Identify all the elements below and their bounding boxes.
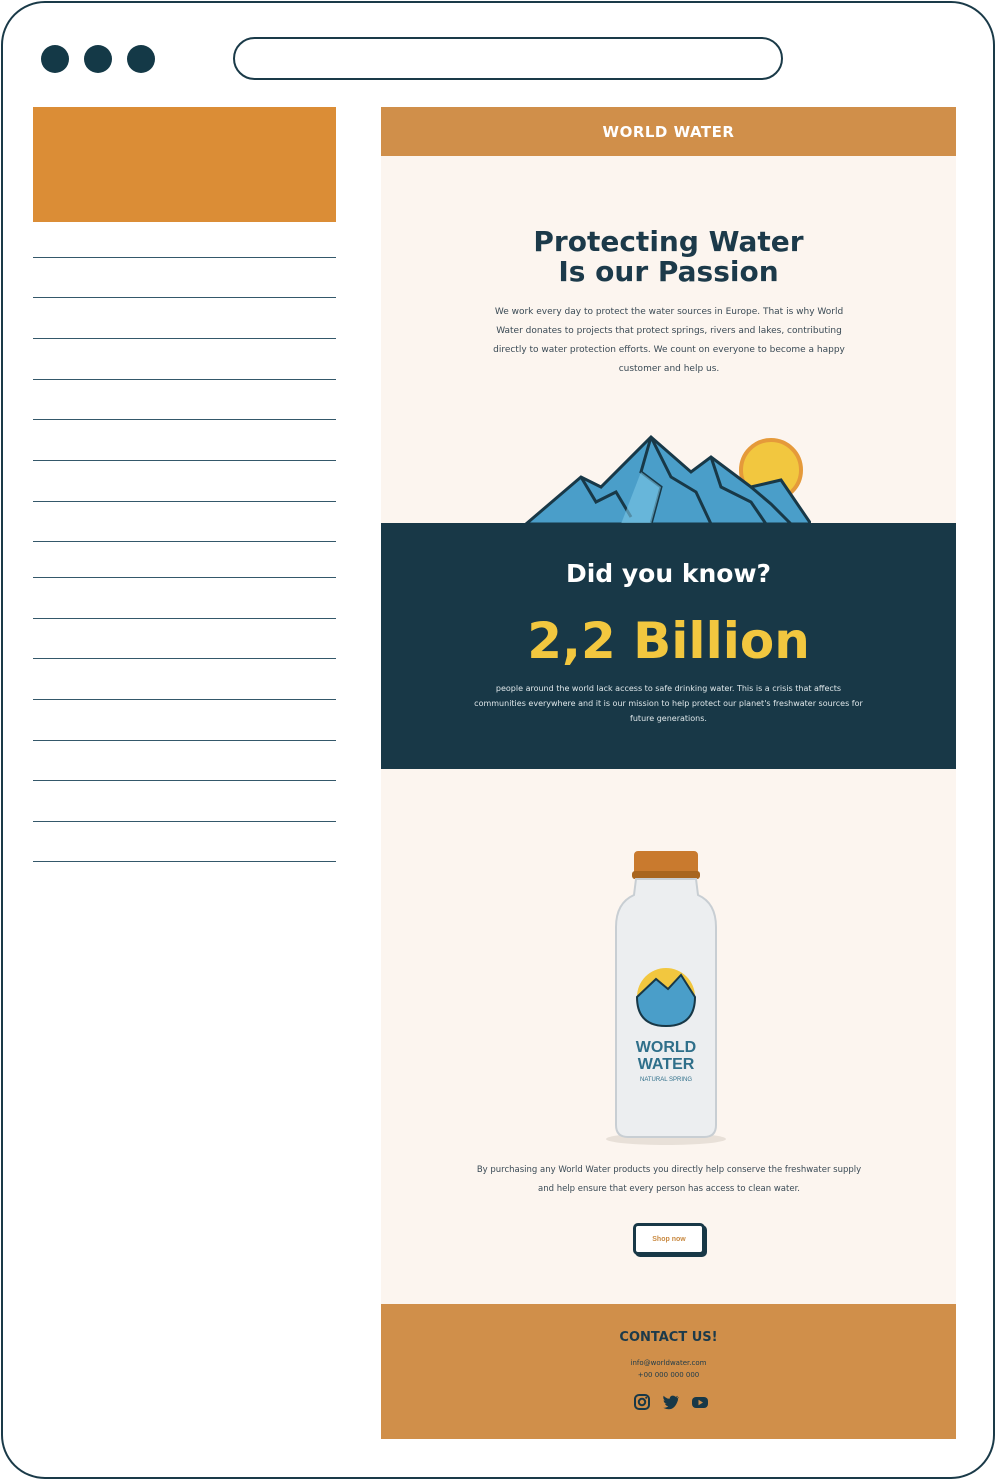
sidebar-item[interactable]: [33, 379, 336, 380]
shop-now-button[interactable]: Shop now: [633, 1223, 705, 1255]
contact-email[interactable]: info@worldwater.com: [630, 1359, 707, 1367]
address-bar[interactable]: [233, 37, 783, 80]
instagram-icon[interactable]: [632, 1392, 652, 1412]
bottle-description: By purchasing any World Water products you directly help conserve the freshwater supply and help ensure that every person has access to clean water.: [476, 1165, 862, 1194]
email-header-brand: WORLD WATER: [381, 107, 956, 156]
title-line-1: Protecting Water: [533, 225, 804, 258]
sidebar-item[interactable]: [33, 821, 336, 822]
sidebar-item[interactable]: [33, 541, 336, 542]
bottle-brand-line-1: WORLD: [635, 1039, 697, 1056]
twitter-icon[interactable]: [661, 1392, 681, 1412]
sidebar-item[interactable]: [33, 658, 336, 659]
dyk-text: people around the world lack access to safe drinking water. This is a crisis that affects communities everywhere and it is our mission to help protect our planet's freshwater sources for future generations.: [474, 684, 863, 723]
sidebar-item[interactable]: [33, 257, 336, 258]
sidebar-item[interactable]: [33, 577, 336, 578]
intro-text: We work every day to protect the water sources in Europe. That is why World Water donates to projects that protect springs, rivers and lakes, contributing directly to water protection efforts. We count on everyone to become a happy customer and help us.: [493, 307, 845, 374]
sidebar-item[interactable]: [33, 501, 336, 502]
sidebar-item[interactable]: [33, 419, 336, 420]
email-footer: [381, 1304, 956, 1439]
sidebar-item[interactable]: [33, 740, 336, 741]
sidebar-item[interactable]: [33, 699, 336, 700]
sidebar-item[interactable]: [33, 780, 336, 781]
social-links: [631, 1392, 711, 1412]
sidebar: [33, 107, 336, 222]
did-you-know-section: [381, 523, 956, 769]
email-preview: [381, 107, 956, 1439]
sidebar-header-block: [33, 107, 336, 222]
email-title: [381, 227, 956, 287]
mountain-sun-illustration: [521, 432, 811, 524]
youtube-icon[interactable]: [690, 1392, 710, 1412]
sidebar-item[interactable]: [33, 338, 336, 339]
bottle-sub: NATURAL SPRING: [639, 1077, 693, 1083]
title-line-2: Is our Passion: [558, 255, 779, 288]
contact-phone: +00 000 000 000: [637, 1371, 700, 1379]
contact-heading: CONTACT US!: [619, 1330, 718, 1345]
dyk-heading: Did you know?: [565, 559, 772, 588]
window-control-close[interactable]: [41, 45, 69, 73]
water-bottle-image: [606, 847, 726, 1147]
sidebar-item[interactable]: [33, 460, 336, 461]
window-control-minimize[interactable]: [84, 45, 112, 73]
dyk-stat: 2,2 Billion: [527, 612, 810, 670]
window-control-maximize[interactable]: [127, 45, 155, 73]
sidebar-item[interactable]: [33, 618, 336, 619]
sidebar-item[interactable]: [33, 861, 336, 862]
sidebar-item[interactable]: [33, 297, 336, 298]
bottle-brand-line-2: WATER: [637, 1056, 695, 1073]
